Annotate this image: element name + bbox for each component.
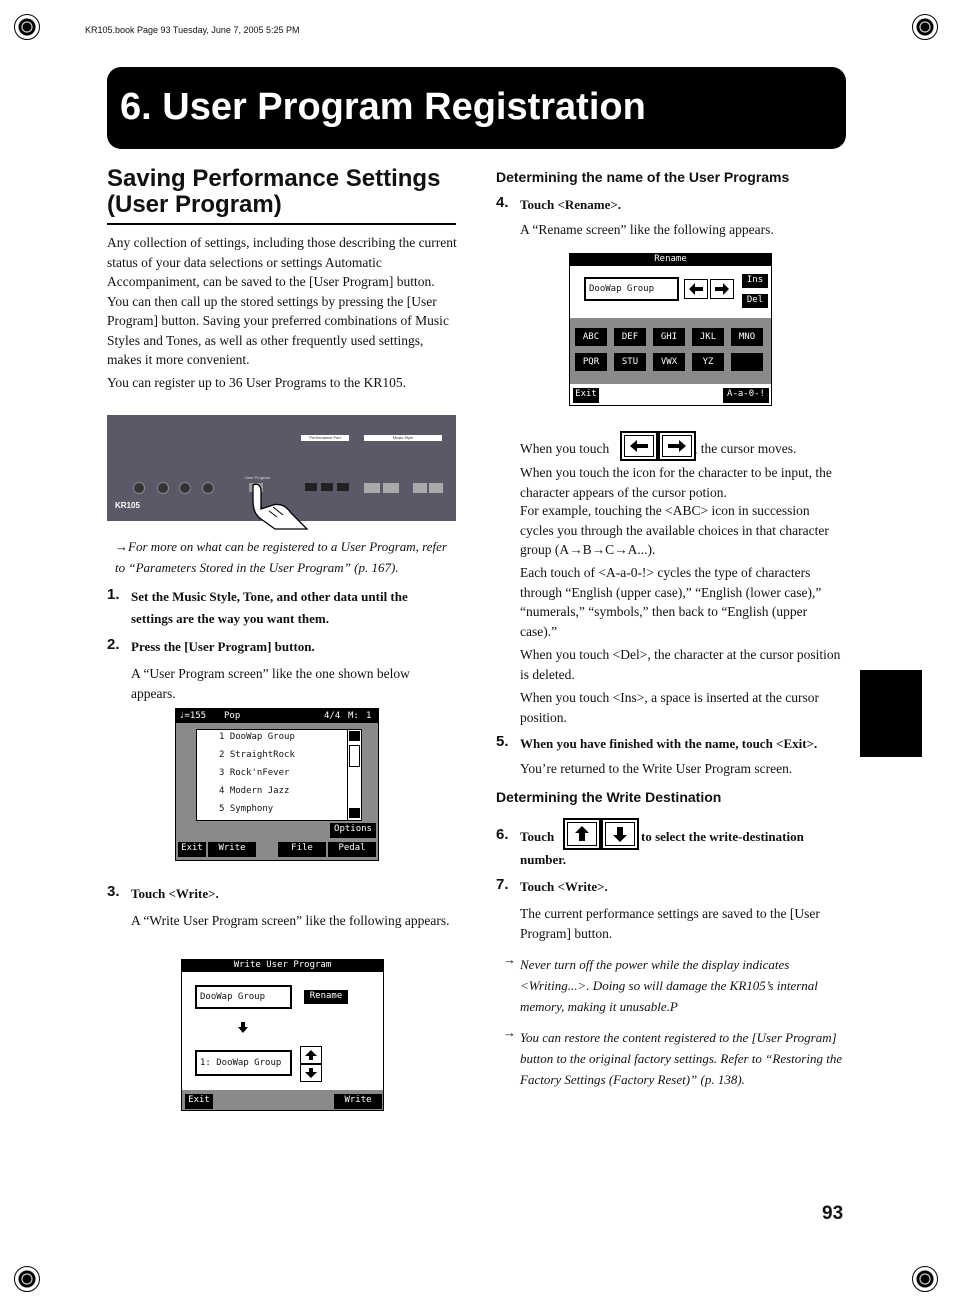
step-number: 4. — [496, 194, 509, 211]
measure-label: M: — [348, 711, 359, 721]
screen-title-bar: Write User Program — [182, 960, 383, 972]
control-panel-illustration — [107, 415, 456, 521]
down-arrow-icon — [301, 1065, 321, 1081]
step-description: You’re returned to the Write User Program screen. — [520, 761, 793, 776]
paragraph-ins: When you touch <Ins>, a space is inserted at the cursor position. — [520, 690, 820, 725]
measure-number: 1 — [366, 711, 372, 721]
down-arrow-icon — [612, 825, 628, 843]
step-text: number. — [520, 852, 567, 867]
panel-knob — [179, 482, 191, 494]
write-button[interactable]: Write — [334, 1094, 382, 1109]
panel-music-style-label: Music Style — [364, 435, 442, 441]
registration-mark — [14, 1266, 40, 1292]
step-text: Press the [User Program] button. — [131, 639, 315, 654]
screen-title-bar: Rename — [570, 254, 771, 266]
panel-knob — [133, 482, 145, 494]
section-rule — [107, 223, 456, 225]
key-mno[interactable]: MNO — [731, 328, 763, 346]
step-number: 5. — [496, 733, 509, 750]
genre-readout: Pop — [224, 711, 241, 721]
step-number: 3. — [107, 883, 120, 900]
paragraph-example: For example, touching the <ABC> icon in succession cycles you through the available choices in that character group (A→B→C→A...). — [520, 503, 829, 557]
caution-note: Never turn off the power while the display indicates <Writing...>. Doing so will damage the KR105’s internal memory, making it unusable.P — [520, 957, 818, 1014]
arrow-down-icon — [238, 1022, 248, 1034]
paragraph-del: When you touch <Del>, the character at the cursor position is deleted. — [520, 647, 841, 682]
file-button[interactable]: File — [278, 842, 326, 857]
page-number: 93 — [822, 1203, 844, 1224]
scroll-thumb[interactable] — [349, 745, 360, 767]
section-title: Saving Performance Settings (User Program) — [107, 165, 441, 218]
key-jkl[interactable]: JKL — [692, 328, 724, 346]
list-item[interactable]: 4 Modern Jazz — [219, 786, 290, 796]
right-arrow-icon — [711, 280, 733, 298]
key-stu[interactable]: STU — [614, 353, 646, 371]
cursor-left-button[interactable] — [684, 279, 708, 299]
panel-button — [321, 483, 333, 491]
write-button[interactable]: Write — [208, 842, 256, 857]
panel-logo: KR105 — [115, 501, 140, 510]
pedal-button[interactable]: Pedal — [328, 842, 376, 857]
panel-button — [429, 483, 443, 493]
list-item[interactable]: 1 DooWap Group — [219, 732, 295, 742]
panel-button — [413, 483, 427, 493]
step-number: 6. — [496, 826, 509, 843]
step-text: Touch <Write>. — [520, 879, 608, 894]
registration-mark — [912, 14, 938, 40]
cursor-left-icon-box — [620, 431, 658, 461]
registration-mark — [912, 1266, 938, 1292]
register-note: You can register up to 36 User Programs to the KR105. — [107, 375, 406, 390]
exit-button[interactable]: Exit — [573, 388, 599, 403]
subheading: Determining the Write Destination — [496, 789, 722, 805]
list-item[interactable]: 2 StraightRock — [219, 750, 295, 760]
left-arrow-icon — [685, 280, 707, 298]
up-arrow-icon — [301, 1047, 321, 1063]
key-ghi[interactable]: GHI — [653, 328, 685, 346]
reference-note-text: For more on what can be registered to a User Program, refer to “Parameters Stored in the User Program” (p. 167). — [115, 539, 447, 575]
down-arrow-button[interactable] — [300, 1064, 322, 1082]
note-arrow-icon: → — [115, 539, 128, 554]
options-button[interactable]: Options — [330, 823, 376, 838]
step-text: Touch <Write>. — [131, 886, 219, 901]
scrollbar[interactable] — [347, 729, 362, 821]
exit-button[interactable]: Exit — [185, 1094, 213, 1109]
beat-readout: 4/4 — [324, 711, 341, 721]
up-arrow-icon-box — [563, 818, 601, 850]
screen-status-bar — [176, 709, 378, 723]
tempo-readout: ♩=155 — [179, 711, 207, 721]
step-text: Set the Music Style, Tone, and other data until the settings are the way you want them. — [131, 589, 408, 626]
chapter-title: 6. User Program Registration — [120, 86, 646, 128]
step-text: When you have finished with the name, touch <Exit>. — [520, 736, 818, 751]
step-description: A “User Program screen” like the one shown below appears. — [131, 666, 410, 701]
scroll-down-icon[interactable] — [349, 808, 360, 818]
reference-note — [115, 536, 460, 578]
panel-user-program-label: User Program — [245, 475, 270, 480]
cursor-text-post: , the cursor moves. — [694, 441, 797, 456]
step-number: 2. — [107, 636, 120, 653]
key-pqr[interactable]: PQR — [575, 353, 607, 371]
intro-paragraph: Any collection of settings, including those describing the current status of your data selections or settings Automatic Accompaniment, can be saved to the [User Program] button. You can then call up the stored settings by pressing the [User Program] button. Saving your preferred combinations of Music Styles and Tones, as well as other frequently used settings, makes it more convenient. — [107, 235, 457, 367]
factory-reset-note: You can restore the content registered to the [User Program] button to the original factory settings. Refer to “Restoring the Factory Settings (Factory Reset)” (p. 138). — [520, 1030, 843, 1087]
user-program-screen — [175, 708, 379, 861]
paragraph-touch-icon: When you touch the icon for the character to be input, the character appears of the cursor potion. — [520, 465, 832, 500]
step-number: 7. — [496, 876, 509, 893]
step-text: Touch — [520, 829, 555, 844]
key-vwx[interactable]: VWX — [653, 353, 685, 371]
list-item[interactable]: 5 Symphony — [219, 804, 274, 814]
program-list[interactable] — [196, 729, 348, 821]
up-arrow-button[interactable] — [300, 1046, 322, 1064]
program-name-field[interactable]: DooWap Group — [195, 985, 292, 1009]
key-yz[interactable]: YZ — [692, 353, 724, 371]
destination-field[interactable]: 1: DooWap Group — [195, 1050, 292, 1076]
key-def[interactable]: DEF — [614, 328, 646, 346]
step-description: The current performance settings are saved to the [User Program] button. — [520, 906, 820, 941]
book-header-line: KR105.book Page 93 Tuesday, June 7, 2005 5:25 PM — [85, 25, 300, 35]
cursor-right-icon-box — [658, 431, 696, 461]
chapter-side-tab — [860, 670, 922, 757]
down-arrow-icon-box — [601, 818, 639, 850]
panel-button — [364, 483, 380, 493]
list-item[interactable]: 3 Rock'nFever — [219, 768, 290, 778]
panel-performance-pad-label: Performance Pad — [301, 435, 349, 441]
subheading: Determining the name of the User Programs — [496, 169, 790, 185]
panel-button — [337, 483, 349, 491]
name-input[interactable]: DooWap Group — [584, 277, 679, 301]
delete-button[interactable]: Del — [742, 294, 768, 308]
character-mode-button[interactable]: A-a-0-! — [723, 388, 769, 403]
insert-button[interactable]: Ins — [742, 274, 768, 288]
cursor-text-pre: When you touch — [520, 441, 610, 456]
write-user-program-screen — [181, 959, 384, 1111]
rename-button[interactable]: Rename — [304, 990, 348, 1004]
rename-screen — [569, 253, 772, 406]
pointing-hand-icon — [247, 481, 317, 531]
note-arrow-icon: → — [503, 1025, 516, 1040]
cursor-right-button[interactable] — [710, 279, 734, 299]
panel-knob — [157, 482, 169, 494]
exit-button[interactable]: Exit — [178, 842, 206, 857]
paragraph-cycle: Each touch of <A-a-0-!> cycles the type of characters through “English (upper case),” “English (lower case),” “numerals,” “symbols,” then back to “English (upper case).” — [520, 565, 822, 639]
key-abc[interactable]: ABC — [575, 328, 607, 346]
step-description: A “Write User Program screen” like the following appears. — [131, 913, 450, 928]
panel-button — [383, 483, 399, 493]
right-arrow-icon — [666, 438, 688, 454]
registration-mark — [14, 14, 40, 40]
step-text: Touch <Rename>. — [520, 197, 622, 212]
up-arrow-icon — [574, 825, 590, 843]
step-text: to select the write-destination — [641, 829, 804, 844]
panel-knob — [202, 482, 214, 494]
step-number: 1. — [107, 586, 120, 603]
scroll-up-icon[interactable] — [349, 731, 360, 741]
key-symbol[interactable] — [731, 353, 763, 371]
left-arrow-icon — [628, 438, 650, 454]
step-description: A “Rename screen” like the following appears. — [520, 222, 774, 237]
note-arrow-icon: → — [503, 952, 516, 967]
